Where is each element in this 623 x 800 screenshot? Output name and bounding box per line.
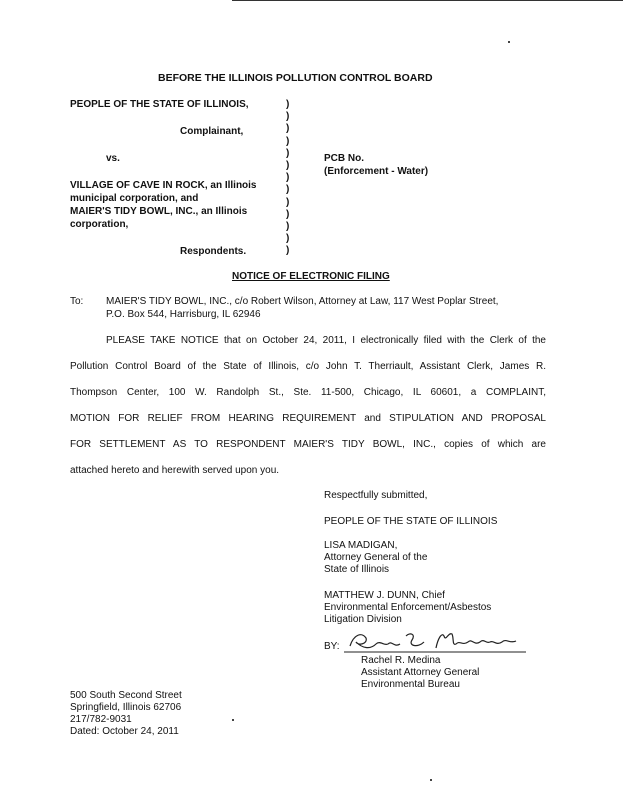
- top-border-line: [232, 0, 623, 1]
- address-street: 500 South Second Street: [70, 690, 182, 701]
- paren-mark: ): [286, 245, 290, 257]
- closing: Respectfully submitted,: [324, 490, 428, 501]
- paren-mark: ): [286, 99, 290, 110]
- defendant-role: Respondents.: [180, 246, 247, 257]
- defendant-line-4: corporation,: [70, 219, 129, 230]
- plaintiff-role: Complainant,: [180, 126, 244, 137]
- by-label: BY:: [324, 641, 340, 652]
- paren-mark: ): [286, 172, 290, 184]
- scan-speck: [430, 779, 432, 781]
- signer-title-2: Environmental Bureau: [361, 679, 460, 690]
- dated-line: Dated: October 24, 2011: [70, 726, 179, 737]
- body-line-last: attached hereto and herewith served upon you.: [70, 465, 280, 476]
- paren-mark: ): [286, 184, 290, 196]
- paren-mark: ): [286, 221, 290, 233]
- paren-mark: ): [286, 111, 290, 123]
- defendant-line-3: MAIER'S TIDY BOWL, INC., an Illinois: [70, 206, 248, 217]
- handwritten-signature: [340, 628, 530, 656]
- page-title: BEFORE THE ILLINOIS POLLUTION CONTROL BOARD: [158, 72, 433, 84]
- chief-title-2: Litigation Division: [324, 614, 402, 625]
- paren-mark: ): [286, 196, 290, 208]
- paren-mark: ): [286, 160, 290, 172]
- address-phone: 217/782-9031: [70, 714, 132, 725]
- paren-mark: ): [286, 123, 290, 135]
- ag-title-2: State of Illinois: [324, 564, 390, 575]
- chief-name: MATTHEW J. DUNN, Chief: [324, 590, 445, 601]
- people-name: PEOPLE OF THE STATE OF ILLINOIS: [324, 516, 498, 527]
- recipient-line-2: P.O. Box 544, Harrisburg, IL 62946: [106, 309, 261, 320]
- scan-speck: [232, 719, 234, 721]
- case-number-label: PCB No.: [324, 153, 364, 164]
- paren-mark: ): [286, 147, 290, 159]
- chief-title-1: Environmental Enforcement/Asbestos: [324, 602, 492, 613]
- body-line: Thompson Center, 100 W. Randolph St., Ste. 11-500, Chicago, IL 60601, a COMPLAINT,: [70, 387, 546, 398]
- paren-mark: ): [286, 208, 290, 220]
- body-line-first: PLEASE TAKE NOTICE that on October 24, 2011, I electronically filed with the Clerk of the: [106, 335, 546, 346]
- plaintiff-name: PEOPLE OF THE STATE OF ILLINOIS,: [70, 99, 249, 110]
- ag-name: LISA MADIGAN,: [324, 540, 398, 551]
- paren-mark: ): [286, 135, 290, 147]
- versus-label: vs.: [106, 153, 120, 164]
- address-city: Springfield, Illinois 62706: [70, 702, 182, 713]
- notice-heading: NOTICE OF ELECTRONIC FILING: [232, 271, 390, 282]
- scan-speck: [508, 41, 510, 43]
- case-type-label: (Enforcement - Water): [324, 166, 429, 177]
- paren-mark: ): [286, 233, 290, 245]
- signer-title-1: Assistant Attorney General: [361, 667, 480, 678]
- body-line: FOR SETTLEMENT AS TO RESPONDENT MAIER'S TIDY BOWL, INC., copies of which are: [70, 439, 546, 450]
- recipient-line-1: MAIER'S TIDY BOWL, INC., c/o Robert Wilson, Attorney at Law, 117 West Poplar Street,: [106, 296, 499, 307]
- body-line: MOTION FOR RELIEF FROM HEARING REQUIREMENT and STIPULATION AND PROPOSAL: [70, 413, 546, 424]
- caption-parens: [286, 99, 294, 258]
- signer-name: Rachel R. Medina: [361, 655, 441, 666]
- defendant-line-2: municipal corporation, and: [70, 193, 199, 204]
- to-label: To:: [70, 296, 84, 307]
- ag-title-1: Attorney General of the: [324, 552, 428, 563]
- defendant-line-1: VILLAGE OF CAVE IN ROCK, an Illinois: [70, 180, 257, 191]
- body-line: Pollution Control Board of the State of Illinois, c/o John T. Therriault, Assistant Clerk, James R.: [70, 361, 546, 372]
